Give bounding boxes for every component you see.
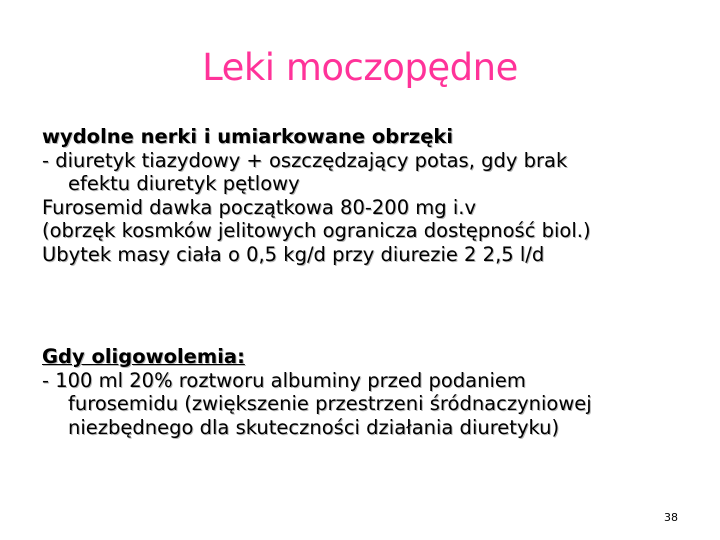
text-line: niezbędnego dla skuteczności działania diuretyku)	[68, 415, 560, 439]
section-heading-kidneys: wydolne nerki i umiarkowane obrzęki	[42, 125, 454, 148]
section-kidneys	[42, 125, 702, 266]
text-line: Furosemid dawka początkowa 80-200 mg i.v	[42, 195, 477, 219]
section-oligovolemia	[42, 345, 702, 439]
text-line: Ubytek masy ciała o 0,5 kg/d przy diurezie 2 2,5 l/d	[42, 242, 545, 266]
slide-title: Leki moczopędne	[202, 46, 518, 89]
text-line: - diuretyk tiazydowy + oszczędzający potas, gdy brak	[42, 148, 568, 172]
text-line: (obrzęk kosmków jelitowych ogranicza dostępność biol.)	[42, 219, 591, 242]
text-line: efektu diuretyk pętlowy	[68, 172, 300, 195]
text-line: - 100 ml 20% roztworu albuminy przed podaniem	[42, 368, 526, 392]
section-heading-oligovolemia: Gdy oligowolemia:	[42, 345, 245, 368]
text-line: furosemidu (zwiększenie przestrzeni śródnaczyniowej	[68, 392, 592, 415]
page-number: 38	[664, 511, 678, 524]
